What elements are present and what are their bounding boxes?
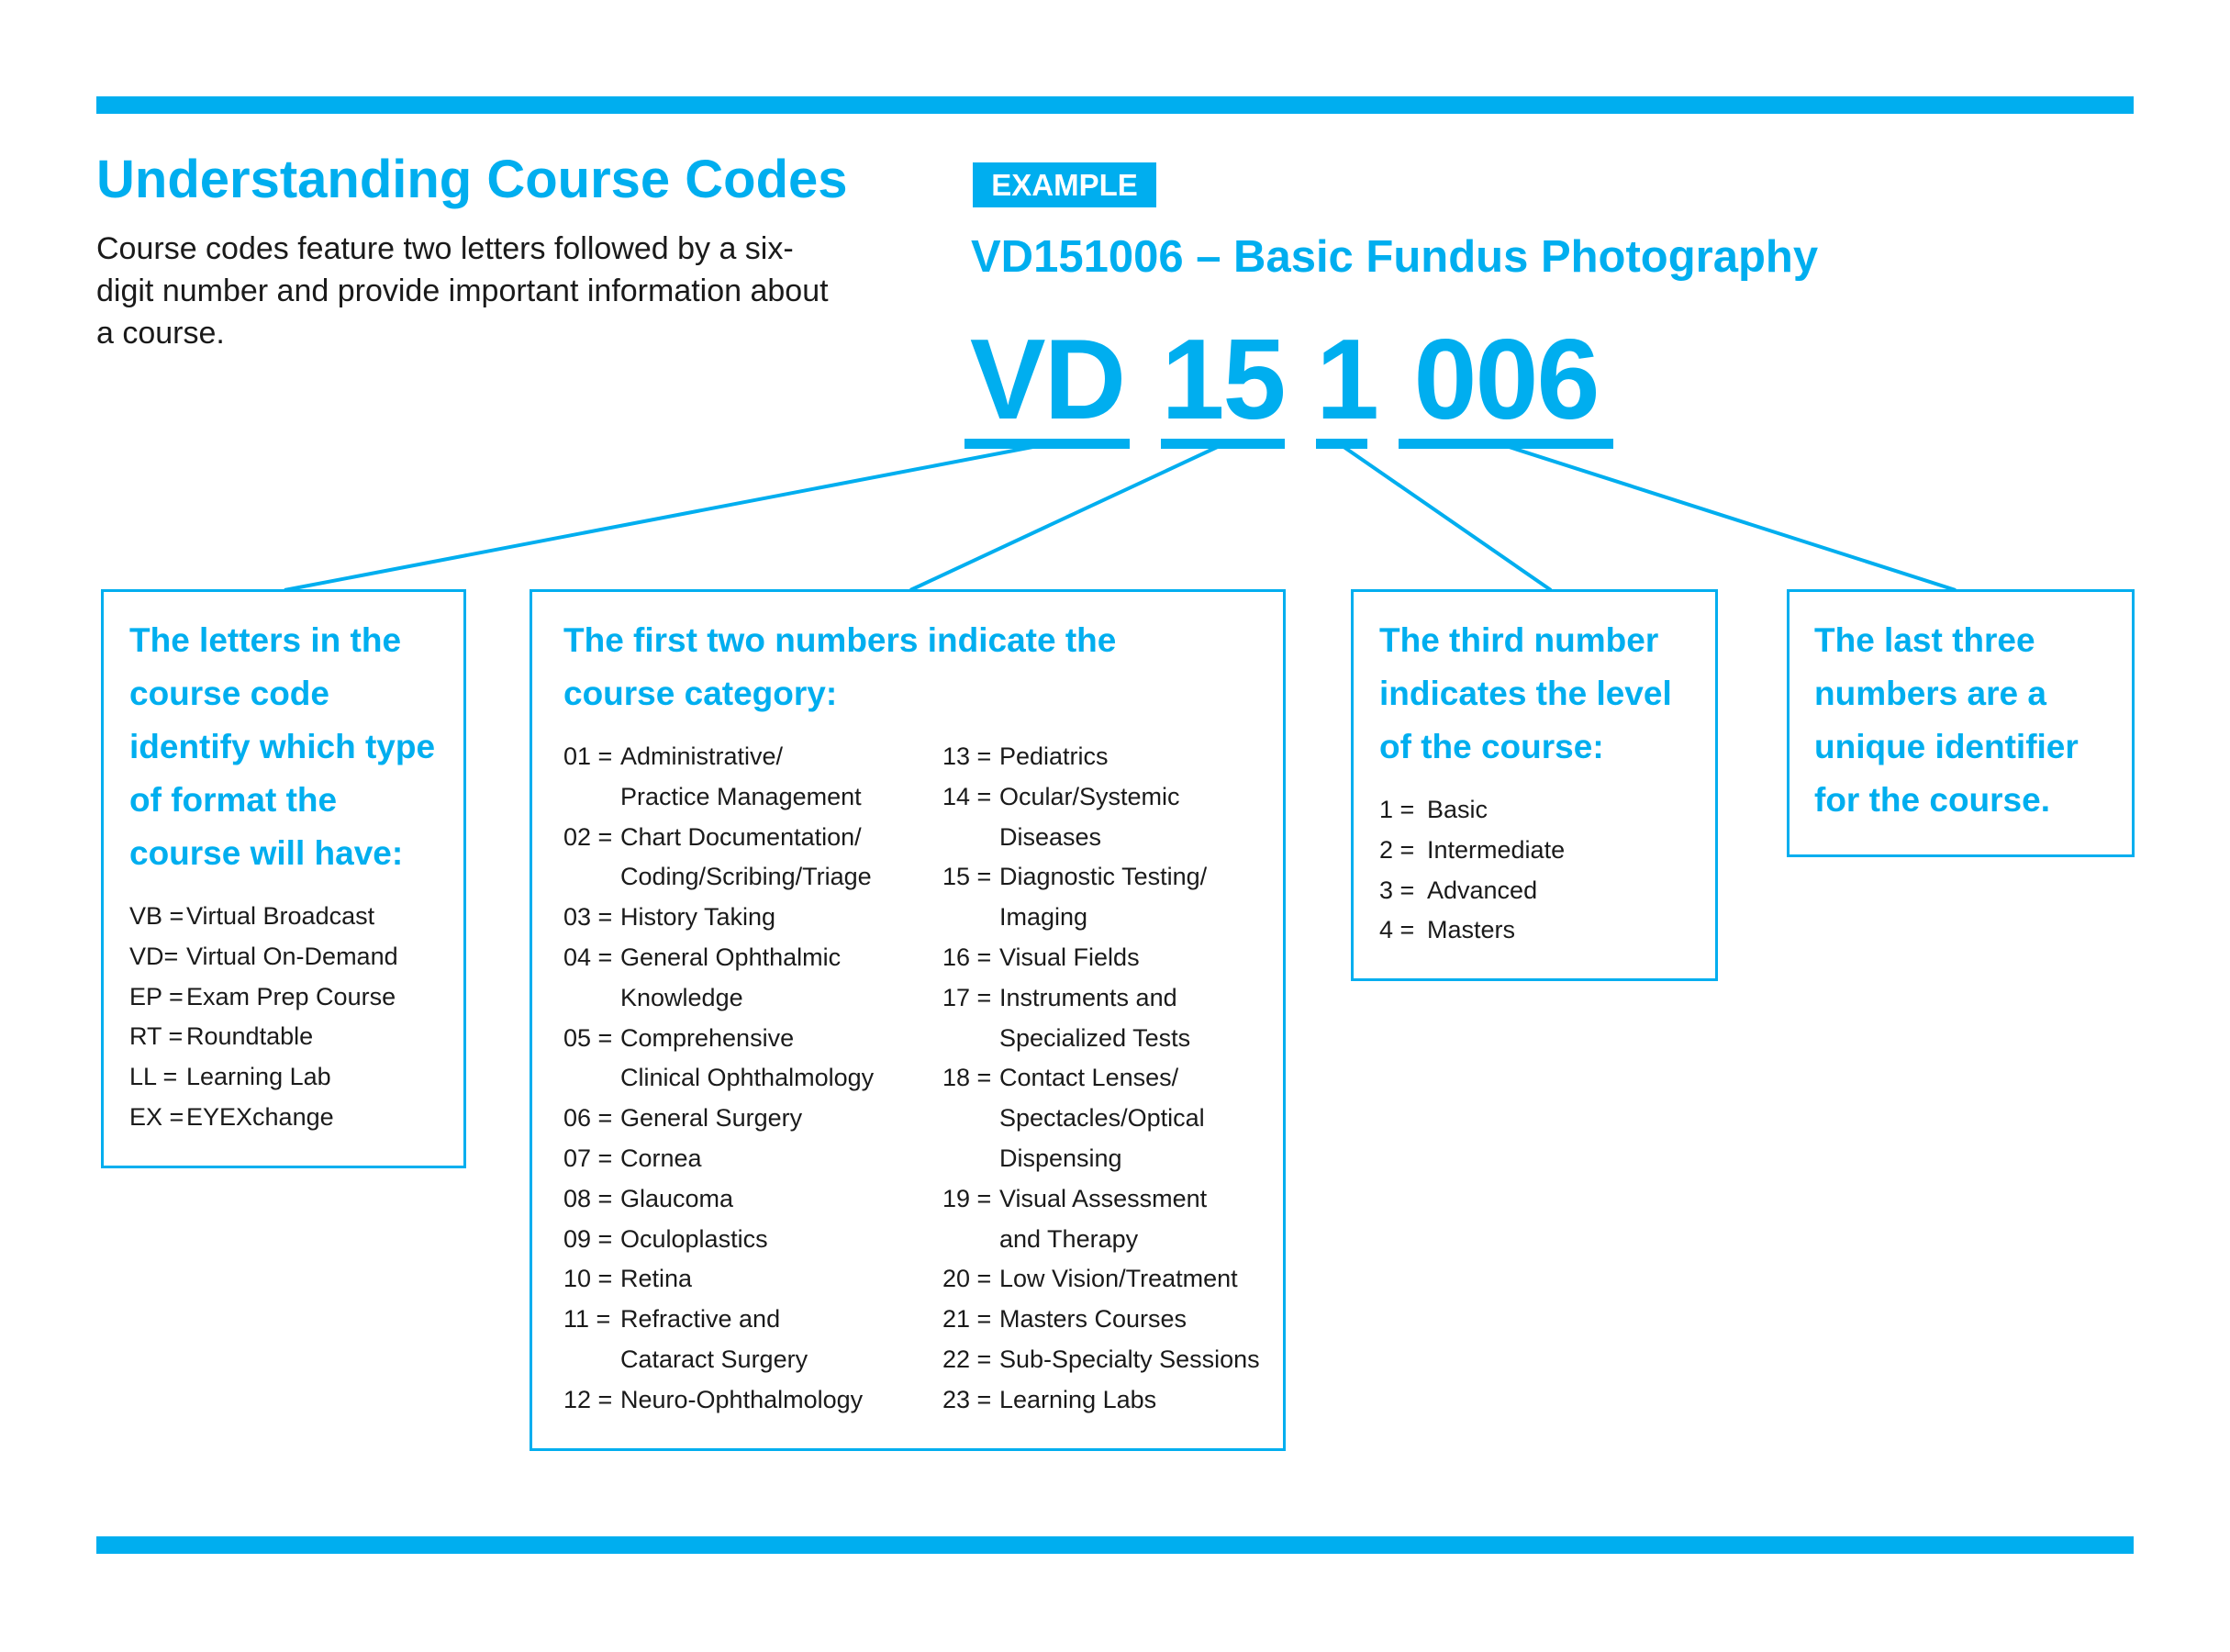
category-label-line: Retina [620,1265,693,1293]
item-label: Advanced [1427,876,1538,904]
category-label-line: Knowledge [620,983,743,1011]
list-item [129,1098,451,1138]
category-label-line: Clinical Ophthalmology [620,1064,875,1092]
category-label-line: General Ophthalmic [620,943,842,971]
category-item [563,938,942,1019]
category-code: 15 = [942,863,992,891]
category-code: 04 = [563,943,613,971]
category-item [563,818,942,899]
category-code: 17 = [942,983,992,1011]
list-item [129,1017,451,1057]
category-label-line: Diseases [999,822,1102,851]
category-label-line: General Surgery [620,1104,803,1133]
code-segment-category: 15 [1161,323,1285,449]
category-code: 11 = [563,1305,611,1334]
category-label [999,737,1109,777]
category-label-line: Neuro-Ophthalmology [620,1385,864,1413]
item-label: Learning Lab [186,1063,331,1091]
category-label-line: Dispensing [999,1144,1122,1172]
category-label [620,898,775,938]
category-code: 09 = [563,1224,613,1253]
category-item [942,978,1260,1059]
category-label [620,1259,692,1300]
category-label-line: Visual Fields [999,943,1140,971]
item-label: Basic [1427,796,1489,823]
page-title: Understanding Course Codes [96,150,848,209]
category-item [563,1099,942,1139]
category-label-line: History Taking [620,903,776,932]
category-item [563,898,942,938]
identifier-heading: The last three numbers are a unique identifier for the course. [1814,621,2079,819]
list-item [129,1057,451,1098]
category-heading: The first two numbers indicate the course category: [563,621,1117,712]
item-label: EYEXchange [186,1102,334,1131]
category-item [563,1380,942,1421]
connector-letters [284,444,1047,590]
category-item [942,1058,1260,1178]
item-label: Masters [1427,916,1516,944]
code-segment-letters: VD [964,323,1130,449]
category-item [942,1380,1260,1421]
category-box [530,589,1286,1451]
category-label [999,1058,1205,1178]
category-item [942,1340,1260,1380]
category-label-line: Learning Labs [999,1385,1157,1413]
category-code: 20 = [942,1265,992,1293]
category-item [942,857,1260,938]
item-code: EX = [129,1102,184,1131]
category-code: 18 = [942,1064,992,1092]
category-code: 06 = [563,1104,613,1133]
category-label-line: Masters Courses [999,1305,1187,1334]
category-label-line: Spectacles/Optical [999,1104,1205,1133]
category-item [942,777,1260,858]
category-label-line: Sub-Specialty Sessions [999,1345,1260,1373]
item-label: Roundtable [186,1022,314,1051]
category-label-line: Ocular/Systemic [999,782,1180,810]
list-item [1379,831,1702,871]
category-label [999,1340,1260,1380]
category-label [999,938,1140,978]
category-label-line: Low Vision/Treatment [999,1265,1238,1293]
category-item [563,1259,942,1300]
category-label [999,777,1180,858]
format-list [129,897,451,1138]
category-item [563,737,942,818]
level-list [1379,790,1702,951]
category-item [563,1179,942,1220]
category-item [942,1300,1260,1340]
category-code: 14 = [942,782,992,810]
list-item [129,937,451,977]
code-segment-identifier: 006 [1399,323,1613,449]
connector-category [910,444,1223,590]
category-column-1 [563,737,942,1421]
code-segment-level: 1 [1316,323,1367,449]
item-code: 1 = [1379,796,1415,823]
category-label [620,1019,874,1099]
category-label [620,1380,863,1421]
category-code: 22 = [942,1345,992,1373]
category-code: 10 = [563,1265,613,1293]
item-label: Exam Prep Course [186,982,396,1010]
category-label-line: Chart Documentation/ [620,822,862,851]
item-code: RT = [129,1022,184,1051]
category-item [563,1139,942,1179]
connector-identifier [1500,444,1956,590]
category-label [999,978,1190,1059]
category-label-line: Specialized Tests [999,1023,1191,1052]
category-label [620,1139,702,1179]
list-item [129,977,451,1018]
category-code: 21 = [942,1305,992,1334]
connector-level [1340,444,1551,590]
item-code: LL = [129,1063,178,1091]
item-label: Intermediate [1427,835,1566,864]
list-item [129,897,451,937]
category-label-line: and Therapy [999,1224,1139,1253]
category-label-line: Diagnostic Testing/ [999,863,1208,891]
category-label [620,737,862,818]
category-item [563,1300,942,1380]
category-label [999,1380,1156,1421]
category-label-line: Pediatrics [999,742,1109,770]
category-code: 01 = [563,742,613,770]
category-label-line: Practice Management [620,782,862,810]
category-label [620,1179,733,1220]
category-code: 16 = [942,943,992,971]
level-heading: The third number indicates the level of the course: [1379,621,1672,765]
category-label [999,857,1207,938]
category-label [999,1259,1238,1300]
category-label-line: Coding/Scribing/Triage [620,863,872,891]
format-box [101,589,466,1168]
category-label-line: Visual Assessment [999,1184,1208,1212]
list-item [1379,910,1702,951]
item-code: 3 = [1379,876,1415,904]
list-item [1379,790,1702,831]
category-label [620,938,841,1019]
list-item [1379,871,1702,911]
category-label [999,1179,1207,1260]
category-label [620,818,872,899]
category-item [942,1259,1260,1300]
category-item [563,1019,942,1099]
category-code: 12 = [563,1385,613,1413]
category-code: 05 = [563,1023,613,1052]
format-heading: The letters in the course code identify which type of format the course will have: [129,621,436,872]
category-label-line: Comprehensive [620,1023,795,1052]
category-code: 19 = [942,1184,992,1212]
category-code: 02 = [563,822,613,851]
category-label [620,1220,768,1260]
category-label-line: Contact Lenses/ [999,1064,1179,1092]
item-code: 4 = [1379,916,1415,944]
description: Course codes feature two letters followed by a six-digit number and provide important information about a course. [96,231,829,351]
category-code: 07 = [563,1144,613,1172]
category-item [942,938,1260,978]
category-label-line: Refractive and [620,1305,781,1334]
category-label-line: Cataract Surgery [620,1345,808,1373]
category-label [999,1300,1187,1340]
item-code: EP = [129,982,184,1010]
item-label: Virtual On-Demand [186,942,398,970]
category-code: 23 = [942,1385,992,1413]
example-badge: EXAMPLE [973,162,1156,207]
category-item [563,1220,942,1260]
category-label [620,1099,802,1139]
identifier-box [1787,589,2135,857]
category-code: 13 = [942,742,992,770]
category-label-line: Oculoplastics [620,1224,768,1253]
category-code: 03 = [563,903,613,932]
category-label-line: Cornea [620,1144,702,1172]
category-column-2 [942,737,1260,1421]
category-label-line: Imaging [999,903,1088,932]
item-code: VD= [129,942,179,970]
item-code: VB = [129,902,184,930]
category-item [942,737,1260,777]
item-label: Virtual Broadcast [186,902,375,930]
category-code: 08 = [563,1184,613,1212]
category-item [942,1179,1260,1260]
category-label [620,1300,808,1380]
level-box [1351,589,1718,981]
item-code: 2 = [1379,835,1415,864]
category-label-line: Glaucoma [620,1184,734,1212]
example-subtitle: VD151006 – Basic Fundus Photography [971,232,1819,282]
category-label-line: Instruments and [999,983,1177,1011]
category-label-line: Administrative/ [620,742,784,770]
